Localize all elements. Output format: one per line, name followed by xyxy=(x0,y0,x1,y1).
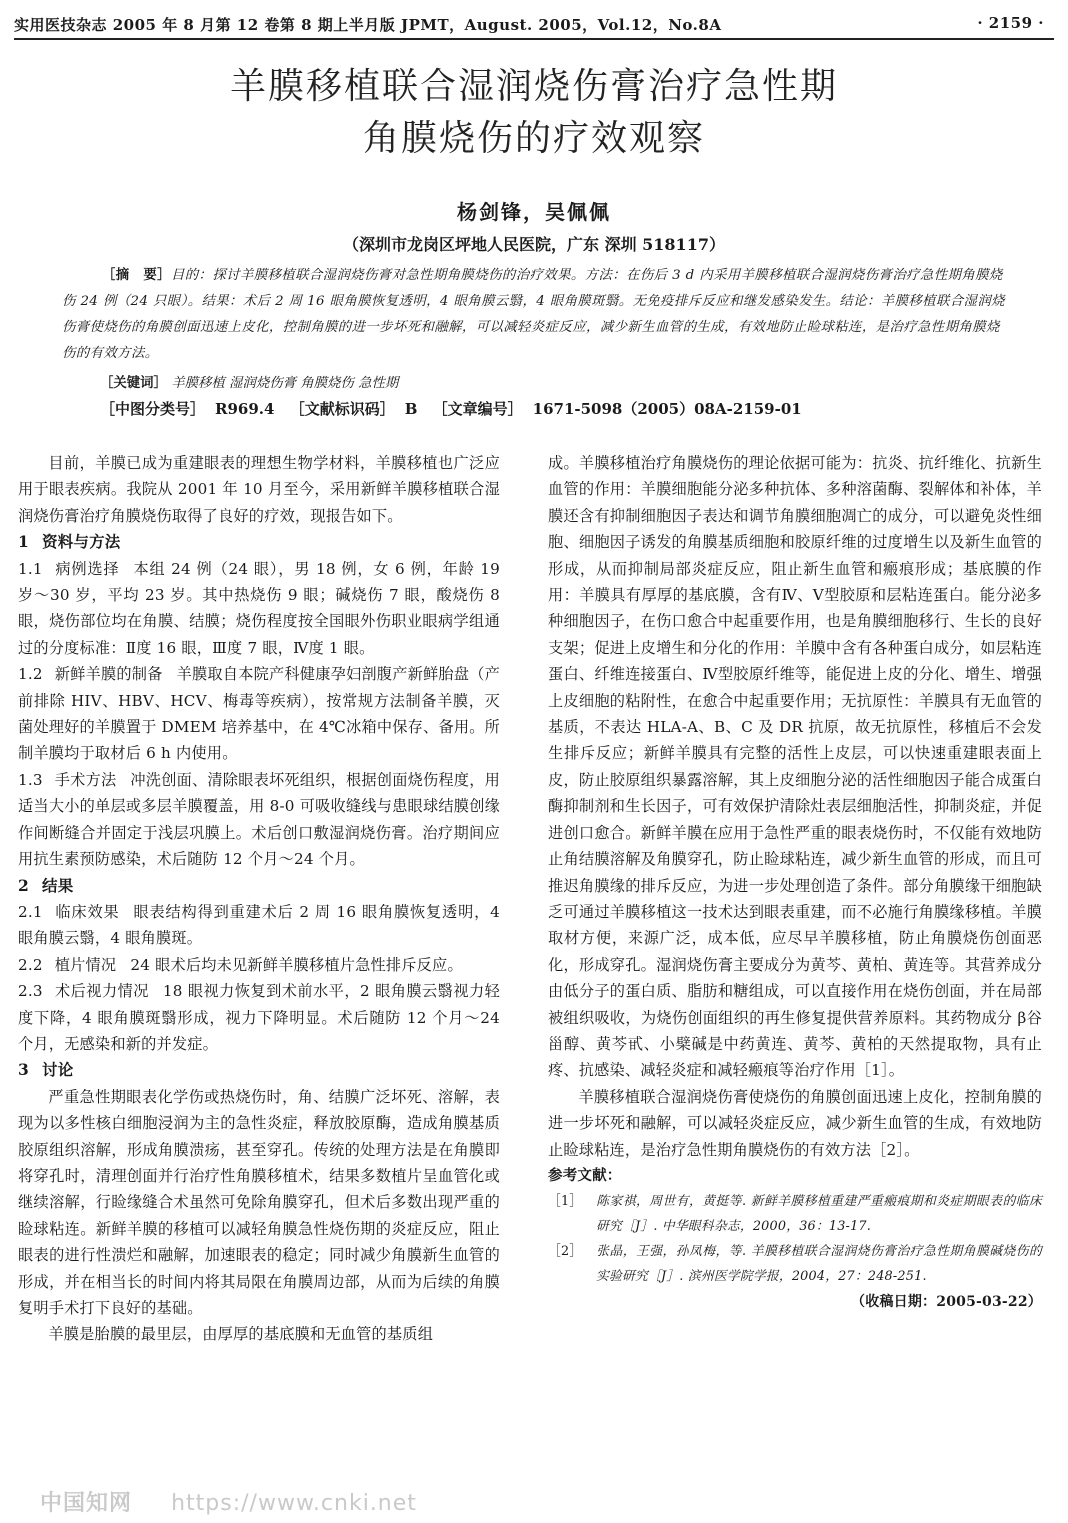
doc-code-value: B xyxy=(404,400,418,418)
references-title: 参考文献： xyxy=(548,1166,622,1184)
keywords-text: 羊膜移植 湿润烧伤膏 角膜烧伤 急性期 xyxy=(171,376,399,391)
section-2-title: 结果 xyxy=(42,875,74,895)
subsection-1-3-text: 冲洗创面、清除眼表坏死组织，根据创面烧伤程度，用适当大小的单层或多层羊膜覆盖，用 8-0 可吸收缝线与患眼球结膜创缘作间断缝合并固定于浅层巩膜上。术后创口敷湿润烧伤膏。治疗期间应用抗生素预防感染，术后随防 12 个月～24 个月。 xyxy=(18,770,500,869)
clc-value: R969.4 xyxy=(215,400,275,418)
discussion-continued: 成。羊膜移植治疗角膜烧伤的理论依据可能为：抗炎、抗纤维化、抗新生血管的作用：羊膜细胞能分泌多种抗体、多种溶菌酶、裂解体和补体，羊膜还含有抑制细胞因子表达和调节角膜细胞凋亡的成分，可以避免炎性细胞、细胞因子诱发的角膜基质细胞和胶原纤维的过度增生以及新生血管的形成，从而抑制局部炎症反应，阻止新生血管和瘢痕形成；基底膜的作用：羊膜具有厚厚的基底膜，含有Ⅳ、Ⅴ型胶原和层粘连蛋白。能分泌多种细胞因子，在伤口愈合中起重要作用，也是角膜细胞移行、生长的良好支架；促进上皮增生和分化的作用：羊膜中含有各种蛋白成分，如层粘连蛋白、纤维连接蛋白、Ⅳ型胶原纤维等，能促进上皮的分化、增生、增强上皮细胞的粘附性，在愈合中起重要作用；无抗原性：羊膜具有无血管的基质，不表达 HLA-A、B、C 及 DR 抗原，故无抗原性，移植后不会发生排斥反应；新鲜羊膜具有完整的活性上皮层，可以快速重建眼表面上皮，防止胶原组织暴露溶解，其上皮细胞分泌的活性细胞因子能合成蛋白酶抑制剂和生长因子，可有效保护清除灶表层细胞活性，抑制炎症，并促进创口愈合。新鲜羊膜在应用于急性严重的眼表烧伤时，不仅能有效地防止角结膜溶解及角膜穿孔，防止睑球粘连，减少新生血管的形成，而且可推迟角膜缘的排斥反应，为进一步处理创造了条件。部分角膜缘干细胞缺乏可通过羊膜移植这一技术达到眼表重建，而不必施行角膜缘移植。羊膜取材方便，来源广泛，成本低，应尽早羊膜移植，防止角膜烧伤创面恶化，形成穿孔。湿润烧伤膏主要成分为黄芩、黄柏、黄连等。其营养成分由低分子的蛋白质、脂肪和糖组成，可以直接作用在烧伤创面，并在局部被组织吸收，为烧伤创面组织的再生修复提供营养原料。其药物成分 β谷甾醇、黄芩甙、小檗碱是中药黄连、黄芩、黄柏的天然提取物，具有止疼、抗感染、减轻炎症和减轻瘢痕等治疗作用［1］。 xyxy=(548,454,1042,1080)
reference-2-number: ［2］ xyxy=(548,1244,583,1260)
reference-1-number: ［1］ xyxy=(548,1194,583,1210)
subsection-1-1-title: 病例选择 xyxy=(54,559,120,578)
subsection-1-1 xyxy=(18,556,500,662)
right-column xyxy=(548,450,1042,1316)
subsection-1-2-title: 新鲜羊膜的制备 xyxy=(54,665,163,684)
authors: 杨剑锋，吴佩佩 xyxy=(457,200,611,224)
received-date: （收稿日期：2005-03-22） xyxy=(851,1294,1042,1311)
keywords xyxy=(100,372,1000,391)
section-1-heading xyxy=(18,529,500,555)
conclusion-paragraph: 羊膜移植联合湿润烧伤膏使烧伤的角膜创面迅速上皮化，控制角膜的进一步坏死和融解，可以减轻炎症反应，减少新生血管的生成，有效地防止睑球粘连，是治疗急性期角膜烧伤的有效方法［2］。 xyxy=(548,1087,1042,1159)
subsection-2-1-title: 临床效果 xyxy=(54,902,120,921)
affiliation: （深圳市龙岗区坪地人民医院，广东 深圳 518117） xyxy=(343,235,725,254)
section-3-heading xyxy=(18,1057,500,1083)
subsection-1-2-number: 1.2 xyxy=(18,665,43,684)
section-2-number: 2 xyxy=(18,875,29,895)
subsection-1-1-text: 本组 24 例（24 眼），男 18 例，女 6 例，年龄 19 岁～30 岁，平均 23 岁。其中热烧伤 9 眼；碱烧伤 7 眼，酸烧伤 8 眼，烧伤部位均在角膜、结膜；烧伤程度按全国眼外伤职业眼病学组通过的分度标准：Ⅱ度 16 眼，Ⅲ度 7 眼，Ⅳ度 1 眼。 xyxy=(18,559,500,657)
article-title-line-1: 羊膜移植联合湿润烧伤膏治疗急性期 xyxy=(229,66,838,107)
abstract-text: 目的：探讨羊膜移植联合湿润烧伤膏对急性期角膜烧伤的治疗效果。方法：在伤后 3 d 内采用羊膜移植联合湿润烧伤膏治疗急性期角膜烧伤 24 例（24 只眼）。结果：术后 2 周 16 眼角膜恢复透明，4 眼角膜云翳，4 眼角膜斑翳。无免疫排斥反应和继发感染发生。结论：羊膜移植联合湿润烧伤膏使烧伤的角膜创面迅速上皮化，控制角膜的进一步坏死和融解，可以减轻炎症反应，减少新生血管的生成，有效地防止睑球粘连，是治疗急性期角膜烧伤的有效方法。 xyxy=(62,268,1005,361)
discussion-paragraph-2: 羊膜是胎膜的最里层，由厚厚的基底膜和无血管的基质组 xyxy=(48,1325,434,1344)
subsection-2-2-title: 植片情况 xyxy=(54,955,117,974)
section-3-title: 讨论 xyxy=(42,1060,74,1080)
subsection-2-3-text: 18 眼视力恢复到术前水平，2 眼角膜云翳视力轻度下降，4 眼角膜斑翳形成，视力下降明显。术后随防 12 个月～24 个月，无感染和新的并发症。 xyxy=(18,982,501,1053)
reference-1 xyxy=(548,1189,1042,1239)
section-1-title: 资料与方法 xyxy=(42,532,121,552)
article-title-line-2: 角膜烧伤的疗效观察 xyxy=(362,118,705,159)
cnki-url: https://www.cnki.net xyxy=(171,1491,417,1516)
subsection-2-3 xyxy=(18,978,500,1057)
reference-2 xyxy=(548,1239,1042,1289)
journal-citation: 实用医技杂志 2005 年 8 月第 12 卷第 8 期上半月版 JPMT，August. 2005，Vol.12，No.8A xyxy=(14,16,722,34)
cnki-logo: 中国知网 xyxy=(40,1491,133,1516)
keywords-tag: ［关键词］ xyxy=(100,375,167,391)
section-1-number: 1 xyxy=(18,532,29,552)
subsection-2-3-title: 术后视力情况 xyxy=(54,982,149,1001)
subsection-1-1-number: 1.1 xyxy=(18,559,43,578)
doc-code-tag: ［文献标识码］ xyxy=(289,400,395,418)
clc-tag: ［中图分类号］ xyxy=(100,400,206,418)
abstract xyxy=(62,262,1008,367)
reference-1-text: 陈家祺，周世有，黄挺等. 新鲜羊膜移植重建严重瘢痕期和炎症期眼表的临床研究［J］. 中华眼科杂志，2000，36：13-17. xyxy=(596,1194,1042,1235)
discussion-paragraph-1: 严重急性期眼表化学伤或热烧伤时，角、结膜广泛坏死、溶解，表现为以多性核白细胞浸润为主的急性炎症，释放胶原酶，造成角膜基质胶原组织溶解，形成角膜溃疡，甚至穿孔。传统的处理方法是在角膜即将穿孔时，清理创面并行治疗性角膜移植术，结果多数植片呈血管化或继续溶解，行睑缘缝合术虽然可免除角膜穿孔，但术后多数出现严重的睑球粘连。新鲜羊膜的移植可以减轻角膜急性烧伤期的炎症反应，阻止眼表的进行性溃烂和融解，加速眼表的稳定；同时减少角膜新生血管的形成，并在相当长的时间内将其局限在角膜周边部，从而为后续的角膜复明手术打下良好的基础。 xyxy=(18,1087,500,1317)
subsection-2-2-text: 24 眼术后均未见新鲜羊膜移植片急性排斥反应。 xyxy=(130,955,463,974)
subsection-2-1 xyxy=(18,899,500,952)
journal-header xyxy=(14,10,1054,40)
article-id-tag: ［文章编号］ xyxy=(432,400,523,418)
reference-2-text: 张晶，王强，孙凤梅，等. 羊膜移植联合湿润烧伤膏治疗急性期角膜碱烧伤的实验研究［J］. 滨州医学院学报，2004，27：248-251. xyxy=(596,1244,1042,1285)
page-number: · 2159 · xyxy=(977,14,1044,32)
subsection-2-2 xyxy=(18,952,500,978)
subsection-1-3 xyxy=(18,767,500,873)
subsection-2-1-number: 2.1 xyxy=(18,902,43,921)
article-id-value: 1671-5098（2005）08A-2159-01 xyxy=(532,400,802,418)
left-column xyxy=(18,450,500,1348)
subsection-1-3-title: 手术方法 xyxy=(54,770,117,789)
section-2-heading xyxy=(18,873,500,899)
subsection-2-3-number: 2.3 xyxy=(18,982,43,1001)
subsection-2-1-text: 眼表结构得到重建术后 2 周 16 眼角膜恢复透明，4 眼角膜云翳，4 眼角膜斑。 xyxy=(18,902,500,948)
subsection-1-3-number: 1.3 xyxy=(18,770,43,789)
intro-paragraph: 目前，羊膜已成为重建眼表的理想生物学材料，羊膜移植也广泛应用于眼表疾病。我院从 2001 年 10 月至今，采用新鲜羊膜移植联合湿润烧伤膏治疗角膜烧伤取得了良好的疗效，现报告如下。 xyxy=(18,454,500,525)
abstract-tag: ［摘 要］ xyxy=(102,267,171,283)
classification-line xyxy=(100,398,1040,419)
subsection-1-2 xyxy=(18,661,500,767)
cnki-watermark xyxy=(40,1486,417,1516)
subsection-2-2-number: 2.2 xyxy=(18,955,43,974)
subsection-1-2-text: 羊膜取自本院产科健康孕妇剖腹产新鲜胎盘（产前排除 HIV、HBV、HCV、梅毒等疾病），按常规方法制备羊膜，灭菌处理好的羊膜置于 DMEM 培养基中，在 4℃冰箱中保存、备用。所制羊膜均于取材后 6 h 内使用。 xyxy=(18,665,500,763)
section-3-number: 3 xyxy=(18,1060,29,1080)
